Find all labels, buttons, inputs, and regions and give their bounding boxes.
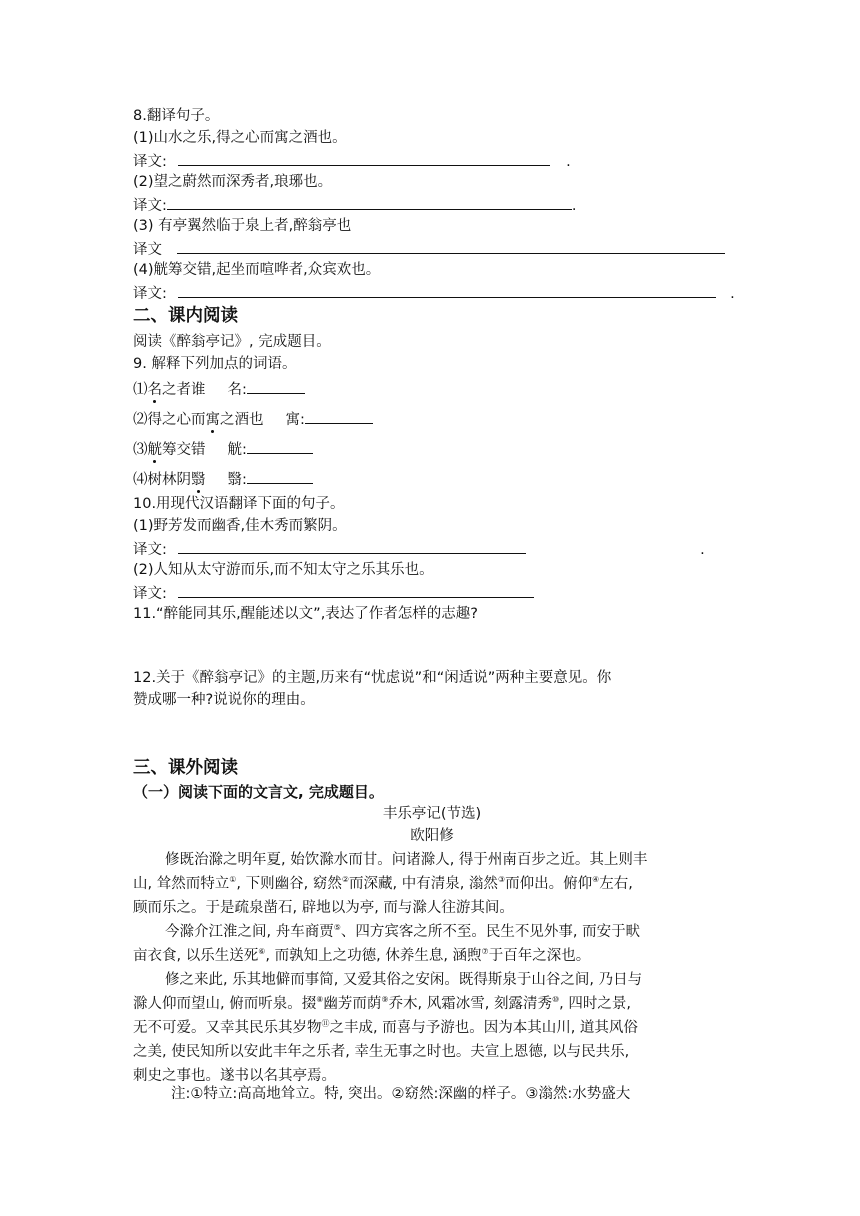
passage-line (133, 874, 633, 894)
answer-blank[interactable] (247, 438, 313, 454)
passage-text: 顾而乐之。于是疏泉凿石, 辟地以为亭, 而与滁人往游其间。 (133, 900, 514, 916)
q8-title: 8.翻译句子。 (133, 108, 220, 124)
passage-note: 注:①特立:高高地耸立。特, 突出。②窈然:深幽的样子。③滃然:水势盛大 (171, 1086, 631, 1102)
dotted-char: 觥 (147, 442, 162, 458)
answer-blank[interactable] (178, 538, 526, 554)
section-2-heading: 二、课内阅读 (133, 306, 238, 326)
passage-text: , 下则幽谷, 窈然 (236, 876, 342, 892)
answer-blank[interactable] (305, 408, 373, 424)
passage-text: 乔木, 风霜冰雪, 刻露清秀 (388, 996, 552, 1012)
passage-text: 左右, (599, 876, 633, 892)
passage-line (133, 1018, 638, 1038)
section-2-intro: 阅读《醉翁亭记》, 完成题目。 (133, 334, 331, 350)
q12-line-2: 赞成哪一种?说说你的理由。 (133, 692, 315, 708)
q8-sentence-3: (3) 有亭翼然临于泉上者,醉翁亭也 (133, 218, 352, 234)
passage-author: 欧阳修 (410, 828, 454, 844)
passage-text: 刺史之事也。遂书以名其亭焉。 (133, 1068, 336, 1084)
passage-text: 山, 耸然而特立 (133, 876, 230, 892)
dotted-char: 寓 (205, 412, 220, 428)
passage-text: 修既治滁之明年夏, 始饮滁水而甘。问诸滁人, 得于州南百步之近。其上则丰 (165, 852, 648, 868)
passage-text: , 四时之景, (559, 996, 631, 1012)
note-marker: ⑪ (321, 1019, 330, 1029)
passage-text: 之丰成, 而喜与予游也。因为本其山川, 道其风俗 (329, 1020, 638, 1036)
q10-sentence-1: (1)野芳发而幽香,佳木秀而繁阴。 (133, 518, 347, 534)
q11: 11.“醉能同其乐,醒能述以文”,表达了作者怎样的志趣? (133, 606, 478, 622)
answer-blank[interactable] (177, 238, 725, 254)
passage-line (165, 970, 642, 990)
note-marker: ② (341, 875, 349, 885)
period: . (566, 154, 571, 170)
note-marker: ⑤ (333, 923, 341, 933)
dotted-char: 翳 (191, 472, 206, 488)
passage-text: 而深藏, 中有清泉, 滃然 (349, 876, 498, 892)
passage-line (133, 946, 590, 966)
passage-line (133, 994, 631, 1014)
answer-blank[interactable] (178, 282, 716, 298)
note-marker: ③ (497, 875, 506, 885)
note-marker: ⑨ (381, 995, 389, 1005)
passage-text: 、四方宾客之所不至。民生不见外事, 而安于畎 (340, 924, 641, 940)
translation-label: 译文: (133, 286, 167, 302)
section-3-subheading: （一）阅读下面的文言文, 完成题目。 (133, 783, 384, 801)
q9-item-4: ⑷树林阴翳 翳: (133, 468, 313, 490)
note-marker: ① (229, 875, 237, 885)
passage-line (165, 850, 647, 870)
section-3-heading: 三、课外阅读 (133, 758, 238, 778)
passage-text: , 而孰知上之功德, 休养生息, 涵煦 (265, 948, 482, 964)
passage-text: 修之来此, 乐其地僻而事简, 又爱其俗之安闲。既得斯泉于山谷之间, 乃日与 (165, 972, 643, 988)
q10-translation-2 (133, 582, 534, 604)
passage-line (133, 898, 514, 918)
passage-text: 今滁介江淮之间, 舟车商贾 (165, 924, 334, 940)
passage-line (165, 922, 640, 942)
passage-text: 亩衣食, 以乐生送死 (133, 948, 259, 964)
answer-blank[interactable] (247, 468, 313, 484)
q8-sentence-2: (2)望之蔚然而深秀者,琅琊也。 (133, 174, 333, 190)
answer-blank[interactable] (178, 150, 550, 166)
passage-line (133, 1042, 629, 1062)
note-marker: ⑧ (316, 995, 324, 1005)
q9-item-2: ⑵得之心而寓之酒也 寓: (133, 408, 373, 430)
translation-label: 译文: (133, 542, 167, 558)
q12-line-1: 12.关于《醉翁亭记》的主题,历来有“忧虑说”和“闲适说”两种主要意见。你 (133, 670, 612, 686)
passage-text: 之美, 使民知所以安此丰年之乐者, 幸生无事之时也。夫宣上恩德, 以与民共乐, (133, 1044, 630, 1060)
passage-title: 丰乐亭记(节选) (382, 806, 482, 822)
period: . (571, 198, 577, 214)
q8-translation-3 (133, 238, 725, 260)
q9-item-3: ⑶觥筹交错 觥: (133, 438, 313, 460)
passage-text: 而仰出。俯仰 (505, 876, 593, 892)
translation-label: 译文 (133, 242, 162, 258)
q10-sentence-2: (2)人知从太守游而乐,而不知太守之乐其乐也。 (133, 562, 434, 578)
note-marker: ④ (592, 875, 600, 885)
answer-blank[interactable] (167, 194, 572, 210)
note-marker: ⑩ (552, 995, 560, 1005)
q9-title: 9. 解释下列加点的词语。 (133, 356, 297, 372)
dotted-char: 名 (147, 382, 162, 398)
passage-text: 幽芳而荫 (323, 996, 382, 1012)
passage-text: 滁人仰而望山, 俯而听泉。掇 (133, 996, 317, 1012)
note-marker: ⑥ (258, 947, 266, 957)
q8-sentence-1: (1)山水之乐,得之心而寓之酒也。 (133, 130, 347, 146)
note-marker: ⑦ (481, 947, 489, 957)
q8-translation-4 (133, 282, 735, 304)
translation-label: 译文: (133, 586, 167, 602)
q8-translation-1 (133, 150, 571, 172)
passage-text: 无不可爱。又幸其民乐其岁物 (133, 1020, 322, 1036)
answer-blank[interactable] (178, 582, 534, 598)
period: . (730, 286, 735, 302)
answer-blank[interactable] (247, 378, 305, 394)
q8-translation-2 (133, 194, 577, 216)
passage-line (133, 1066, 336, 1086)
q8-sentence-4: (4)觥筹交错,起坐而喧哗者,众宾欢也。 (133, 262, 381, 278)
translation-label: 译文: (133, 154, 167, 170)
q9-item-1: ⑴名之者谁 名: (133, 378, 305, 400)
q10-translation-1 (133, 538, 705, 560)
period: . (700, 542, 705, 558)
q10-title: 10.用现代汉语翻译下面的句子。 (133, 496, 345, 512)
translation-label: 译文: (133, 198, 167, 214)
passage-text: 于百年之深也。 (488, 948, 591, 964)
